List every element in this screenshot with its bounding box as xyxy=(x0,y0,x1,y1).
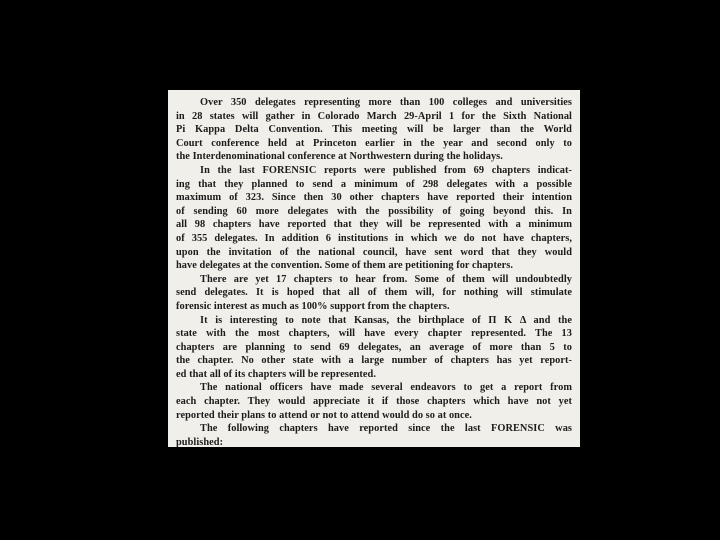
text-line: In the last FORENSIC reports were published from 69 chapters indicat- xyxy=(200,164,572,176)
text-line: chapters are planning to send 69 delegates, an average of more than 5 to xyxy=(176,341,572,353)
text-line: all 98 chapters have reported that they will be represented with a minimum xyxy=(176,219,572,231)
text-line: send delegates. It is hoped that all of them will, for nothing will stimulate xyxy=(176,287,572,299)
text-line: The national officers have made several endeavors to get a report from xyxy=(200,382,572,394)
text-line: upon the invitation of the national council, have sent word that they would xyxy=(176,246,572,258)
text-line: in 28 states will gather in Colorado March 29-April 1 for the Sixth National xyxy=(176,110,572,122)
text-line: the Interdenominational conference at Northwestern during the holidays. xyxy=(176,151,503,163)
text-line: reported their plans to attend or not to attend would do so at once. xyxy=(176,409,472,421)
scanned-page xyxy=(168,90,580,447)
text-line: Court conference held at Princeton earlier in the year and second only to xyxy=(176,137,572,149)
text-line: ing that they planned to send a minimum of 298 delegates with a possible xyxy=(176,178,572,190)
text-line: of sending 60 more delegates with the possibility of going beyond this. In xyxy=(176,205,572,217)
text-line: Pi Kappa Delta Convention. This meeting will be larger than the World xyxy=(176,124,572,136)
text-line: the chapter. No other state with a large number of chapters has yet report- xyxy=(176,355,572,367)
text-line: of 355 delegates. In addition 6 institutions in which we do not have chapters, xyxy=(176,232,572,244)
text-line: forensic interest as much as 100% support from the chapters. xyxy=(176,300,450,312)
text-line: Over 350 delegates representing more than 100 colleges and universities xyxy=(200,97,572,108)
text-line: ed that all of its chapters will be represented. xyxy=(176,368,376,380)
text-line: The following chapters have reported since the last FORENSIC was xyxy=(200,423,572,435)
text-line: published: xyxy=(176,436,224,447)
text-line: state with the most chapters, will have every chapter represented. The 13 xyxy=(176,328,572,340)
text-line: each chapter. They would appreciate it if those chapters which have not yet xyxy=(176,396,572,408)
text-line: maximum of 323. Since then 30 other chapters have reported their intention xyxy=(176,192,572,204)
text-line: have delegates at the convention. Some of them are petitioning for chapters. xyxy=(176,260,513,272)
text-line: There are yet 17 chapters to hear from. Some of them will undoubtedly xyxy=(200,273,572,285)
text-line: It is interesting to note that Kansas, the birthplace of Π K Δ and the xyxy=(200,314,572,326)
